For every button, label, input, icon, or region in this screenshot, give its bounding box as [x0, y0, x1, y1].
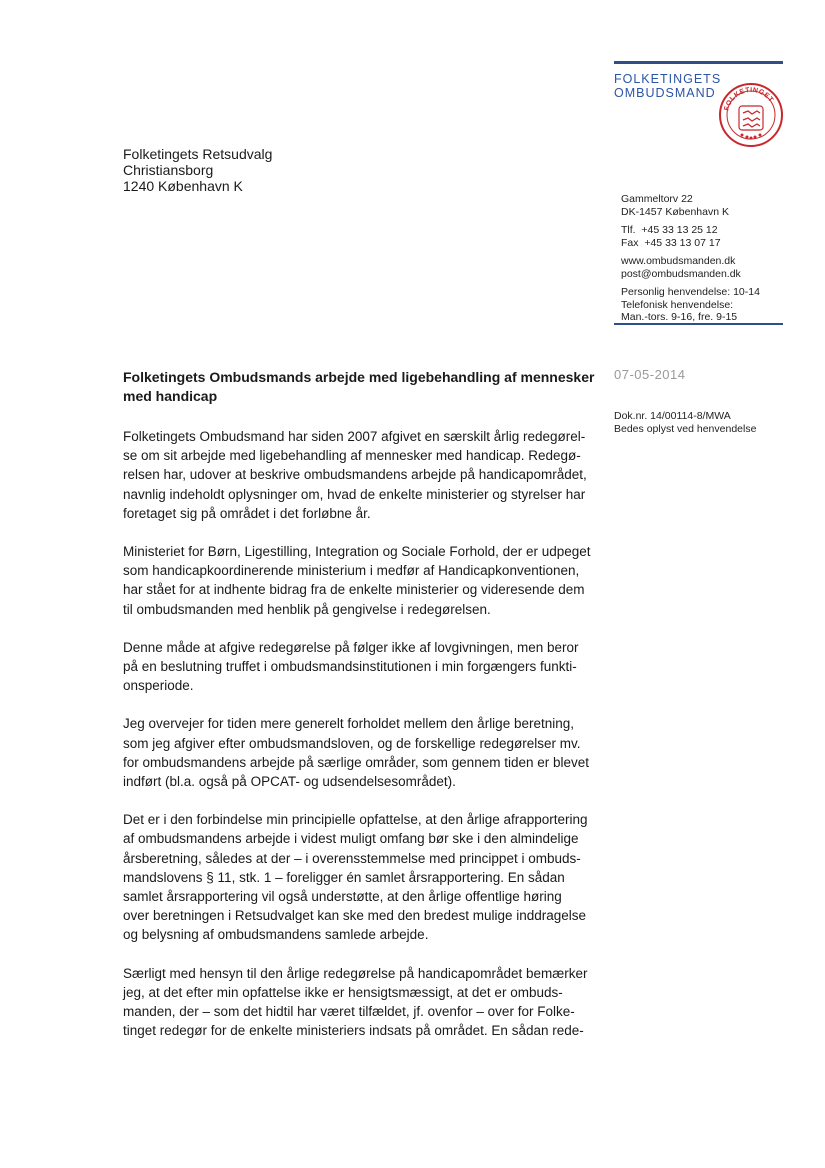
contact-address: [621, 193, 760, 218]
body-line: årsberetning, således at der – i overensstemmelse med princippet i ombuds-: [123, 850, 581, 866]
contact-web: [621, 255, 760, 280]
body-line: mandslovens § 11, stk. 1 – foreligger én samlet årsrapportering. En sådan: [123, 869, 565, 885]
contact-phone: [621, 224, 760, 249]
body-line: af ombudsmandens arbejde i videst muligt omfang bør ske i den almindelige: [123, 831, 579, 847]
contact-line: Personlig henvendelse: 10-14: [621, 286, 760, 298]
document-reference: [614, 410, 756, 435]
body-line: over beretningen i Retsudvalget kan ske med den bredest mulige inddragelse: [123, 908, 587, 924]
body-paragraph: [123, 810, 593, 944]
recipient-line: Christiansborg: [123, 162, 214, 178]
body-line: se om sit arbejde med ligebehandling af mennesker med handicap. Redegø-: [123, 448, 581, 464]
org-name: [614, 72, 721, 100]
letter-subject: [123, 368, 593, 406]
subject-line: Folketingets Ombudsmands arbejde med ligebehandling af mennesker: [123, 369, 595, 385]
email-link[interactable]: post@ombudsmanden.dk: [621, 267, 741, 280]
docref-line: Dok.nr. 14/00114-8/MWA: [614, 410, 731, 422]
contact-line: DK-1457 København K: [621, 205, 729, 218]
letter-date: 07-05-2014: [614, 367, 686, 382]
body-line: manden, der – som det hidtil har været tilfældet, jf. ovenfor – over for Folke-: [123, 1004, 575, 1020]
body-line: jeg, at det efter min opfattelse ikke er hensigtsmæssigt, at det er ombuds-: [123, 984, 563, 1000]
body-line: Denne måde at afgive redegørelse på følger ikke af lovgivningen, men beror: [123, 639, 579, 655]
folketinget-seal-logo: [718, 82, 784, 148]
contact-info: [621, 193, 760, 330]
body-paragraph: [123, 638, 593, 696]
body-line: navnlig indeholdt oplysninger om, hvad de enkelte ministerier og styrelser har: [123, 486, 586, 502]
body-line: for ombudsmandens arbejde på særlige områder, som gennem tiden er blevet: [123, 754, 590, 770]
contact-bottom-rule: [614, 323, 783, 325]
body-line: til ombudsmanden med henblik på gengivelse i redegørelsen.: [123, 601, 491, 617]
recipient-line: 1240 København K: [123, 178, 243, 194]
letter-body: [123, 427, 593, 1059]
org-name-line1: FOLKETINGETS: [614, 72, 722, 86]
body-line: Ministeriet for Børn, Ligestilling, Integration og Sociale Forhold, der er udpeget: [123, 544, 591, 560]
docref-line: Bedes oplyst ved henvendelse: [614, 422, 757, 435]
body-line: indført (bl.a. også på OPCAT- og udsendelsesområdet).: [123, 774, 456, 790]
contact-line: Gammeltorv 22: [621, 193, 693, 205]
body-line: som jeg afgiver efter ombudsmandsloven, og de forskellige redegørelser mv.: [123, 735, 581, 751]
body-paragraph: [123, 542, 593, 619]
body-line: har stået for at indhente bidrag fra de enkelte ministerier og videresende dem: [123, 582, 585, 598]
body-line: Særligt med hensyn til den årlige redegørelse på handicapområdet bemærker: [123, 965, 588, 981]
header-top-rule: [614, 61, 783, 64]
body-line: Folketingets Ombudsmand har siden 2007 afgivet en særskilt årlig redegørel-: [123, 429, 586, 444]
recipient-line: Folketingets Retsudvalg: [123, 146, 273, 162]
body-line: og belysning af ombudsmandens samlede arbejde.: [123, 927, 429, 943]
body-line: Jeg overvejer for tiden mere generelt forholdet mellem den årlige beretning,: [123, 716, 574, 732]
body-paragraph: [123, 427, 593, 523]
website-link[interactable]: www.ombudsmanden.dk: [621, 255, 736, 267]
recipient-address: [123, 146, 272, 194]
contact-line: Telefonisk henvendelse:: [621, 298, 734, 311]
body-line: foretaget sig på området i det forløbne år.: [123, 505, 371, 521]
org-name-line2: OMBUDSMAND: [614, 86, 716, 100]
subject-line: med handicap: [123, 388, 218, 404]
contact-line: Man.-tors. 9-16, fre. 9-15: [621, 311, 738, 323]
body-paragraph: [123, 964, 593, 1041]
body-line: relsen har, udover at beskrive ombudsmandens arbejde på handicapområdet,: [123, 467, 587, 483]
contact-hours: [621, 286, 760, 324]
body-line: tinget redegør for de enkelte ministeriers indsats på området. En sådan rede-: [123, 1023, 584, 1039]
body-paragraph: [123, 714, 593, 791]
body-line: på en beslutning truffet i ombudsmandsinstitutionen i min forgængers funkti-: [123, 659, 577, 675]
body-line: som handicapkoordinerende ministerium i medfør af Handicapkonventionen,: [123, 563, 580, 579]
contact-line: Tlf. +45 33 13 25 12: [621, 224, 718, 236]
body-line: Det er i den forbindelse min principielle opfattelse, at den årlige afrapportering: [123, 812, 588, 828]
body-line: onsperiode.: [123, 678, 194, 694]
body-line: samlet årsrapportering vil også understøtte, at den årlige offentlige høring: [123, 889, 562, 905]
contact-line: Fax +45 33 13 07 17: [621, 236, 721, 249]
svg-text:FOLKETINGET: FOLKETINGET: [723, 86, 775, 112]
